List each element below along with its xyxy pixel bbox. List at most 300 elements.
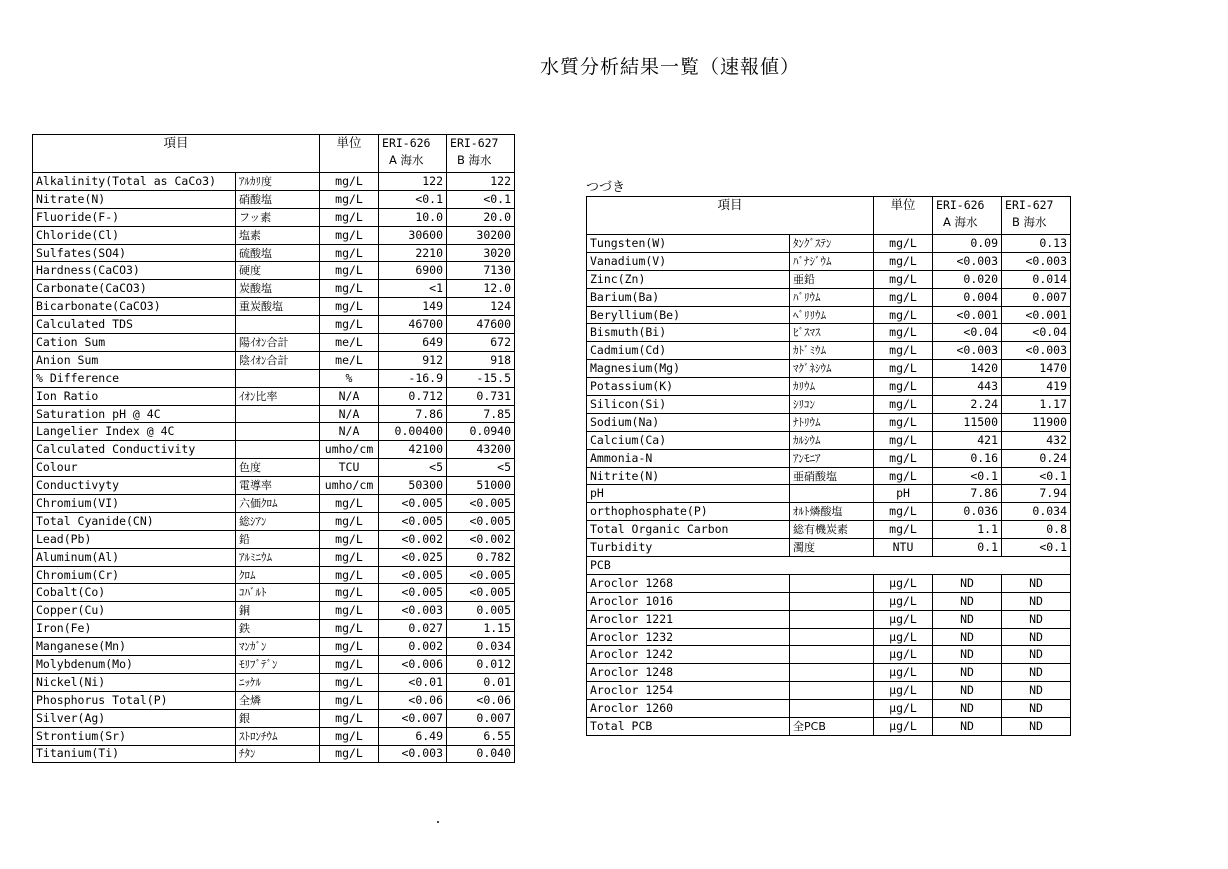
row-name: Calculated Conductivity xyxy=(33,441,236,459)
table-row xyxy=(33,495,515,513)
row-name: Aroclor 1016 xyxy=(587,592,790,610)
table-row xyxy=(33,656,515,674)
row-unit: mg/L xyxy=(320,709,379,727)
row-unit: mg/L xyxy=(874,324,933,342)
table-row xyxy=(33,566,515,584)
row-value-b: 30200 xyxy=(447,226,515,244)
row-name-jp: 陽ｲｵﾝ合計 xyxy=(236,334,320,352)
row-value-b: 7.94 xyxy=(1002,485,1071,503)
row-name-jp: ｽﾄﾛﾝﾁｳﾑ xyxy=(236,727,320,745)
row-name: Phosphorus Total(P) xyxy=(33,691,236,709)
row-value-b: 0.005 xyxy=(447,602,515,620)
row-name-jp: 亜硝酸塩 xyxy=(790,467,874,485)
row-unit: mg/L xyxy=(874,270,933,288)
row-value-b: 432 xyxy=(1002,431,1071,449)
row-value-a: <0.005 xyxy=(379,584,447,602)
row-value-b: <0.003 xyxy=(1002,342,1071,360)
row-value-a: <0.005 xyxy=(379,495,447,513)
table-row xyxy=(587,270,1071,288)
row-name: Fluoride(F-) xyxy=(33,208,236,226)
table-row xyxy=(33,262,515,280)
row-value-a: 122 xyxy=(379,173,447,191)
row-value-b: 1470 xyxy=(1002,360,1071,378)
page-title: 水質分析結果一覧（速報値） xyxy=(540,56,801,78)
row-name-jp xyxy=(236,369,320,387)
row-name: Nitrite(N) xyxy=(587,467,790,485)
table-header xyxy=(33,135,515,173)
row-value-b: <0.005 xyxy=(447,512,515,530)
row-name: Turbidity xyxy=(587,539,790,557)
row-unit: mg/L xyxy=(874,503,933,521)
row-value-b: 43200 xyxy=(447,441,515,459)
row-value-b: 1.17 xyxy=(1002,396,1071,414)
row-unit: μg/L xyxy=(874,718,933,736)
row-value-b: 7130 xyxy=(447,262,515,280)
row-name-jp: ｸﾛﾑ xyxy=(236,566,320,584)
row-name-jp: 全燐 xyxy=(236,691,320,709)
row-unit: mg/L xyxy=(320,638,379,656)
row-unit: mg/L xyxy=(320,602,379,620)
row-name: Bismuth(Bi) xyxy=(587,324,790,342)
row-name-jp xyxy=(236,405,320,423)
row-name: Nickel(Ni) xyxy=(33,673,236,691)
row-name: Chromium(VI) xyxy=(33,495,236,513)
table-row xyxy=(33,387,515,405)
row-name-jp xyxy=(236,441,320,459)
row-value-a: 46700 xyxy=(379,316,447,334)
row-name: Copper(Cu) xyxy=(33,602,236,620)
row-value-b: ND xyxy=(1002,718,1071,736)
row-name: Hardness(CaCO3) xyxy=(33,262,236,280)
row-name-jp: ﾍﾞﾘﾘｳﾑ xyxy=(790,306,874,324)
table-row xyxy=(33,459,515,477)
table-row xyxy=(33,208,515,226)
table-row xyxy=(587,449,1071,467)
row-value-b: <0.1 xyxy=(447,190,515,208)
row-value-a: <0.06 xyxy=(379,691,447,709)
row-name: Aroclor 1248 xyxy=(587,664,790,682)
row-unit: mg/L xyxy=(320,566,379,584)
row-value-b: 0.034 xyxy=(1002,503,1071,521)
row-name: Ion Ratio xyxy=(33,387,236,405)
row-name: Lead(Pb) xyxy=(33,530,236,548)
row-value-b: 0.040 xyxy=(447,745,515,763)
row-value-a: ND xyxy=(933,682,1002,700)
row-unit: mg/L xyxy=(320,190,379,208)
scan-speck xyxy=(437,821,439,823)
row-name: Cadmium(Cd) xyxy=(587,342,790,360)
row-value-b: 419 xyxy=(1002,378,1071,396)
row-name-jp xyxy=(790,628,874,646)
row-value-b: <0.005 xyxy=(447,495,515,513)
row-unit: mg/L xyxy=(874,252,933,270)
row-value-b: 918 xyxy=(447,351,515,369)
table-row xyxy=(587,646,1071,664)
row-name-jp: ｱﾙｶﾘ度 xyxy=(236,173,320,191)
row-unit: % xyxy=(320,369,379,387)
header-sample-b: ERI-627 B 海水 xyxy=(447,135,515,173)
table-row xyxy=(587,396,1071,414)
row-value-b: ND xyxy=(1002,646,1071,664)
row-name-jp: ﾊﾞﾅｼﾞｳﾑ xyxy=(790,252,874,270)
row-name-jp: 亜鉛 xyxy=(790,270,874,288)
row-value-a: ND xyxy=(933,610,1002,628)
row-value-a: ND xyxy=(933,718,1002,736)
row-unit: umho/cm xyxy=(320,477,379,495)
row-name-jp xyxy=(236,316,320,334)
row-unit: TCU xyxy=(320,459,379,477)
row-name-jp: 硝酸塩 xyxy=(236,190,320,208)
table-header xyxy=(587,197,1071,235)
row-name: Calculated TDS xyxy=(33,316,236,334)
row-value-a: 0.004 xyxy=(933,288,1002,306)
table-row xyxy=(33,244,515,262)
row-value-a: 443 xyxy=(933,378,1002,396)
row-unit: mg/L xyxy=(874,396,933,414)
row-name: Aroclor 1221 xyxy=(587,610,790,628)
table-row xyxy=(33,405,515,423)
row-value-a: <0.025 xyxy=(379,548,447,566)
row-name: Conductivyty xyxy=(33,477,236,495)
row-value-a: 2.24 xyxy=(933,396,1002,414)
row-name-jp: ｱﾝﾓﾆｱ xyxy=(790,449,874,467)
row-name: Sodium(Na) xyxy=(587,413,790,431)
table-row xyxy=(33,351,515,369)
row-name: orthophosphate(P) xyxy=(587,503,790,521)
row-name-jp xyxy=(790,610,874,628)
row-value-b: ND xyxy=(1002,628,1071,646)
row-name-jp: 色度 xyxy=(236,459,320,477)
row-value-a: <0.005 xyxy=(379,566,447,584)
row-unit: mg/L xyxy=(320,656,379,674)
row-value-a: ND xyxy=(933,592,1002,610)
row-value-a: <0.003 xyxy=(379,745,447,763)
row-unit: mg/L xyxy=(320,495,379,513)
table-row xyxy=(587,288,1071,306)
row-unit: umho/cm xyxy=(320,441,379,459)
row-name: Chromium(Cr) xyxy=(33,566,236,584)
table-row xyxy=(587,718,1071,736)
row-name-jp: ﾏｸﾞﾈｼｳﾑ xyxy=(790,360,874,378)
row-name: Zinc(Zn) xyxy=(587,270,790,288)
row-unit: mg/L xyxy=(320,280,379,298)
row-name: Strontium(Sr) xyxy=(33,727,236,745)
row-value-b: <0.003 xyxy=(1002,252,1071,270)
row-value-b: 0.13 xyxy=(1002,235,1071,253)
row-value-a: 0.002 xyxy=(379,638,447,656)
row-name-jp: 全PCB xyxy=(790,718,874,736)
row-name-jp xyxy=(790,485,874,503)
row-unit: mg/L xyxy=(874,360,933,378)
row-name-jp: フッ素 xyxy=(236,208,320,226)
row-value-b: <0.1 xyxy=(1002,467,1071,485)
table-row xyxy=(587,610,1071,628)
row-name: Carbonate(CaCO3) xyxy=(33,280,236,298)
row-value-a: 0.020 xyxy=(933,270,1002,288)
row-value-b: 1.15 xyxy=(447,620,515,638)
row-value-b: 122 xyxy=(447,173,515,191)
row-name: Cobalt(Co) xyxy=(33,584,236,602)
row-name-jp: ｱﾙﾐﾆｳﾑ xyxy=(236,548,320,566)
row-name: Silver(Ag) xyxy=(33,709,236,727)
header-item: 項目 xyxy=(587,197,874,235)
header-unit: 単位 xyxy=(320,135,379,173)
table-row xyxy=(33,530,515,548)
row-value-b: 3020 xyxy=(447,244,515,262)
table-row xyxy=(33,691,515,709)
row-name-jp xyxy=(790,664,874,682)
table-row xyxy=(587,539,1071,557)
table-row xyxy=(33,709,515,727)
row-value-b: 6.55 xyxy=(447,727,515,745)
row-value-a: <5 xyxy=(379,459,447,477)
row-unit: μg/L xyxy=(874,664,933,682)
row-unit: NTU xyxy=(874,539,933,557)
row-unit: N/A xyxy=(320,405,379,423)
table-row xyxy=(587,360,1071,378)
row-unit: mg/L xyxy=(320,584,379,602)
row-name: % Difference xyxy=(33,369,236,387)
row-value-a: 6.49 xyxy=(379,727,447,745)
row-name-jp: 硬度 xyxy=(236,262,320,280)
row-name: Colour xyxy=(33,459,236,477)
row-value-b: <0.06 xyxy=(447,691,515,709)
table-row xyxy=(33,369,515,387)
row-value-b: ND xyxy=(1002,574,1071,592)
row-unit: μg/L xyxy=(874,592,933,610)
table-row xyxy=(33,673,515,691)
row-name-jp: ｵﾙﾄ燐酸塩 xyxy=(790,503,874,521)
row-name: Total PCB xyxy=(587,718,790,736)
row-value-a: <0.001 xyxy=(933,306,1002,324)
table-row xyxy=(587,664,1071,682)
table-row xyxy=(33,441,515,459)
header-unit: 単位 xyxy=(874,197,933,235)
row-name: Saturation pH @ 4C xyxy=(33,405,236,423)
row-name: Chloride(Cl) xyxy=(33,226,236,244)
table-row xyxy=(33,334,515,352)
table-row xyxy=(33,602,515,620)
row-value-b: <0.04 xyxy=(1002,324,1071,342)
row-unit: mg/L xyxy=(320,548,379,566)
row-value-a: 0.027 xyxy=(379,620,447,638)
row-value-b: 12.0 xyxy=(447,280,515,298)
row-value-b: 0.012 xyxy=(447,656,515,674)
row-unit: mg/L xyxy=(874,413,933,431)
row-unit: mg/L xyxy=(874,449,933,467)
row-name-jp: ﾊﾞﾘｳﾑ xyxy=(790,288,874,306)
row-unit: mg/L xyxy=(320,745,379,763)
row-unit: mg/L xyxy=(874,235,933,253)
row-name-jp xyxy=(236,423,320,441)
row-name-jp: 硫酸塩 xyxy=(236,244,320,262)
row-value-b: 0.0940 xyxy=(447,423,515,441)
table-row xyxy=(587,252,1071,270)
header-item: 項目 xyxy=(33,135,320,173)
row-value-b: 0.782 xyxy=(447,548,515,566)
table-row xyxy=(587,503,1071,521)
row-value-a: 6900 xyxy=(379,262,447,280)
row-unit: N/A xyxy=(320,423,379,441)
row-value-a: 0.09 xyxy=(933,235,1002,253)
results-table-1 xyxy=(32,134,515,763)
table-row xyxy=(587,485,1071,503)
table-row xyxy=(33,316,515,334)
row-unit: mg/L xyxy=(320,512,379,530)
row-value-b: 0.007 xyxy=(1002,288,1071,306)
row-value-a: 42100 xyxy=(379,441,447,459)
table-row xyxy=(587,235,1071,253)
table-row xyxy=(587,431,1071,449)
row-value-a: <0.002 xyxy=(379,530,447,548)
row-name-jp: ﾆｯｹﾙ xyxy=(236,673,320,691)
row-value-a: 0.036 xyxy=(933,503,1002,521)
row-name-jp: ｶﾄﾞﾐｳﾑ xyxy=(790,342,874,360)
row-value-a: 10.0 xyxy=(379,208,447,226)
row-name-jp: 鉛 xyxy=(236,530,320,548)
row-value-a: <0.006 xyxy=(379,656,447,674)
table-row xyxy=(33,477,515,495)
row-value-a: ND xyxy=(933,628,1002,646)
table-row xyxy=(33,745,515,763)
row-name-jp: 濁度 xyxy=(790,539,874,557)
row-value-b: 0.24 xyxy=(1002,449,1071,467)
row-value-b: 0.8 xyxy=(1002,521,1071,539)
table-row xyxy=(587,521,1071,539)
row-value-a: <0.003 xyxy=(933,342,1002,360)
row-value-b: 47600 xyxy=(447,316,515,334)
row-name-jp: ｺﾊﾞﾙﾄ xyxy=(236,584,320,602)
row-unit: mg/L xyxy=(320,173,379,191)
row-name: Anion Sum xyxy=(33,351,236,369)
row-unit: mg/L xyxy=(320,530,379,548)
table-row xyxy=(587,574,1071,592)
row-value-a: 1.1 xyxy=(933,521,1002,539)
row-value-b: ND xyxy=(1002,664,1071,682)
row-unit: μg/L xyxy=(874,628,933,646)
row-name: Molybdenum(Mo) xyxy=(33,656,236,674)
row-unit: μg/L xyxy=(874,646,933,664)
row-name-jp: 銀 xyxy=(236,709,320,727)
results-table-2 xyxy=(586,196,1071,736)
header-sample-a: ERI-626 A 海水 xyxy=(933,197,1002,235)
table-row xyxy=(33,226,515,244)
row-value-a: <0.1 xyxy=(933,467,1002,485)
row-value-b: <0.005 xyxy=(447,566,515,584)
row-unit: mg/L xyxy=(874,306,933,324)
row-value-b: 0.007 xyxy=(447,709,515,727)
row-unit: mg/L xyxy=(320,673,379,691)
table-row xyxy=(587,592,1071,610)
row-name: Aroclor 1254 xyxy=(587,682,790,700)
row-value-a: <0.04 xyxy=(933,324,1002,342)
row-name: Aroclor 1268 xyxy=(587,574,790,592)
row-value-b: <0.001 xyxy=(1002,306,1071,324)
row-unit: mg/L xyxy=(874,378,933,396)
table-row xyxy=(587,467,1071,485)
row-unit: mg/L xyxy=(320,620,379,638)
row-name: Manganese(Mn) xyxy=(33,638,236,656)
row-name-jp: ｼﾘｺﾝ xyxy=(790,396,874,414)
row-unit: mg/L xyxy=(874,342,933,360)
row-name: Silicon(Si) xyxy=(587,396,790,414)
row-name-jp: ﾀﾝｸﾞｽﾃﾝ xyxy=(790,235,874,253)
row-value-a: 11500 xyxy=(933,413,1002,431)
row-value-a: ND xyxy=(933,646,1002,664)
row-value-b: 0.731 xyxy=(447,387,515,405)
row-name: Aroclor 1260 xyxy=(587,700,790,718)
row-value-b: 20.0 xyxy=(447,208,515,226)
table-row xyxy=(33,727,515,745)
row-name: Sulfates(SO4) xyxy=(33,244,236,262)
row-name-jp: ﾏﾝｶﾞﾝ xyxy=(236,638,320,656)
row-value-a: ND xyxy=(933,664,1002,682)
row-value-b: <0.002 xyxy=(447,530,515,548)
row-value-a: <0.005 xyxy=(379,512,447,530)
row-name: Barium(Ba) xyxy=(587,288,790,306)
row-name: Total Cyanide(CN) xyxy=(33,512,236,530)
row-name-jp xyxy=(790,646,874,664)
row-name-jp: 総有機炭素 xyxy=(790,521,874,539)
row-value-b: 0.014 xyxy=(1002,270,1071,288)
row-value-a: 149 xyxy=(379,298,447,316)
row-name-jp: ﾋﾞｽﾏｽ xyxy=(790,324,874,342)
row-name: Alkalinity(Total as CaCo3) xyxy=(33,173,236,191)
row-unit: pH xyxy=(874,485,933,503)
row-name: pH xyxy=(587,485,790,503)
row-name-jp: ｶﾘｳﾑ xyxy=(790,378,874,396)
row-value-a: ND xyxy=(933,700,1002,718)
row-name-jp xyxy=(790,682,874,700)
table-row xyxy=(33,190,515,208)
row-name: Calcium(Ca) xyxy=(587,431,790,449)
row-value-b: <5 xyxy=(447,459,515,477)
table-row xyxy=(587,342,1071,360)
row-name-jp: 銅 xyxy=(236,602,320,620)
row-value-a: <0.003 xyxy=(933,252,1002,270)
row-value-a: 7.86 xyxy=(379,405,447,423)
table-row xyxy=(587,378,1071,396)
table-row xyxy=(33,298,515,316)
table-row xyxy=(33,423,515,441)
row-unit: mg/L xyxy=(320,226,379,244)
row-unit: mg/L xyxy=(320,316,379,334)
row-name: Langelier Index @ 4C xyxy=(33,423,236,441)
row-name: Magnesium(Mg) xyxy=(587,360,790,378)
row-value-a: -16.9 xyxy=(379,369,447,387)
row-name-jp: ﾅﾄﾘｳﾑ xyxy=(790,413,874,431)
row-value-b: ND xyxy=(1002,682,1071,700)
row-value-b: ND xyxy=(1002,592,1071,610)
row-name-jp: 電導率 xyxy=(236,477,320,495)
row-name-jp: 六価ｸﾛﾑ xyxy=(236,495,320,513)
table-row xyxy=(33,512,515,530)
row-value-a: <1 xyxy=(379,280,447,298)
table-row xyxy=(587,682,1071,700)
table-row xyxy=(587,306,1071,324)
row-name: Titanium(Ti) xyxy=(33,745,236,763)
row-value-a: 0.712 xyxy=(379,387,447,405)
row-value-a: 1420 xyxy=(933,360,1002,378)
row-value-b: ND xyxy=(1002,610,1071,628)
table-2-pcb-body xyxy=(587,574,1071,735)
row-name-jp: 塩素 xyxy=(236,226,320,244)
row-value-a: 50300 xyxy=(379,477,447,495)
row-value-b: 0.034 xyxy=(447,638,515,656)
table-row xyxy=(33,280,515,298)
row-unit: mg/L xyxy=(320,208,379,226)
row-name-jp: 重炭酸塩 xyxy=(236,298,320,316)
